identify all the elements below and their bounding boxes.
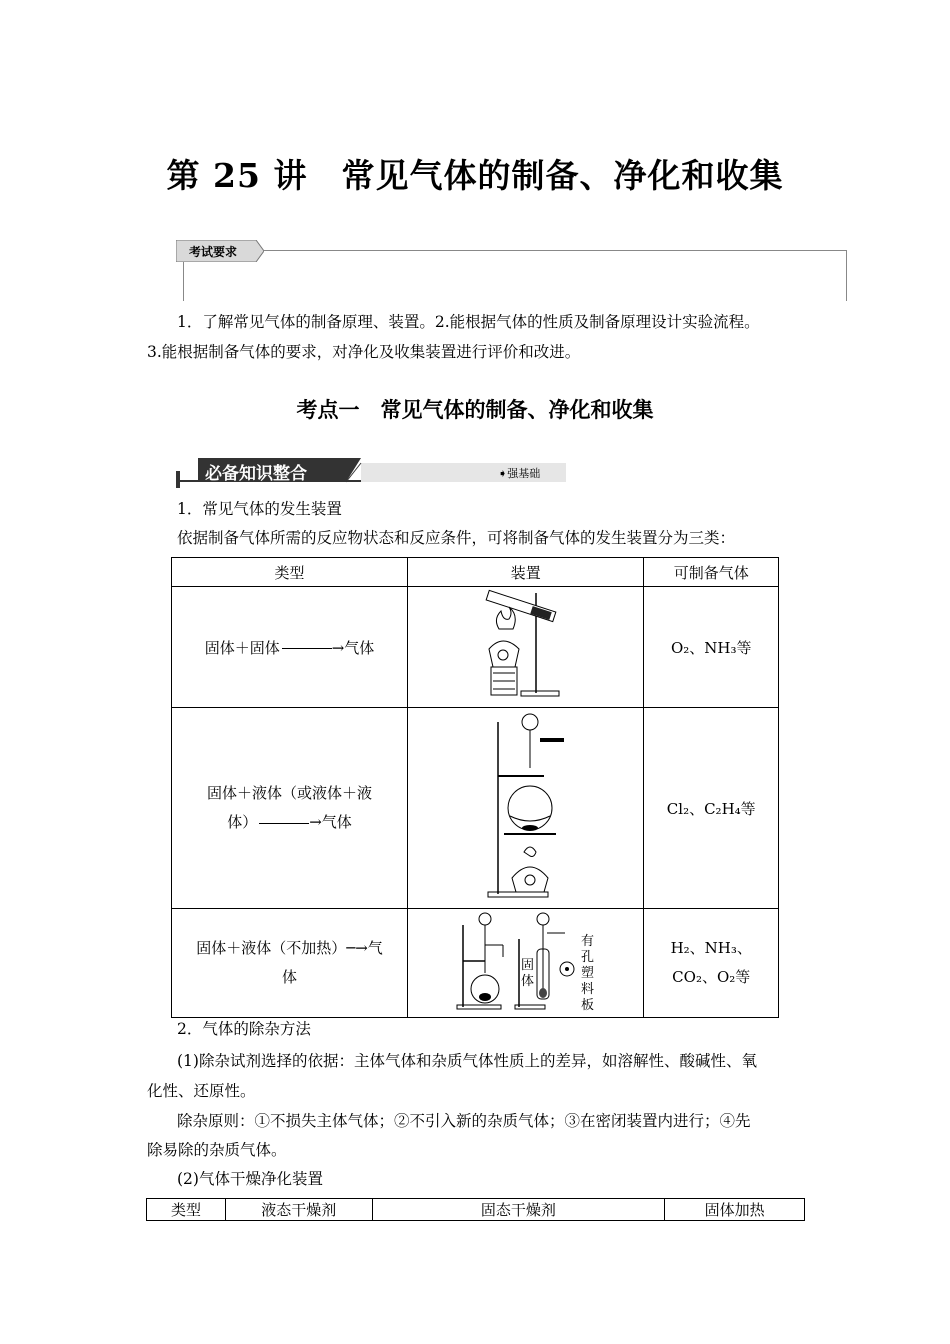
- table-row: [172, 587, 779, 708]
- purify-p2-line2: 除易除的杂质气体。: [147, 1141, 287, 1159]
- solid-liquid-no-heat-apparatus-image: [455, 909, 597, 1013]
- solid-label-1: 固: [520, 958, 534, 973]
- subheading-1: 1．常见气体的发生装置: [177, 500, 342, 518]
- section-heading: 考点一 常见气体的制备、净化和收集: [296, 397, 654, 422]
- purify-p1-line1: (1)除杂试剂选择的依据：主体气体和杂质气体性质上的差异，如溶解性、酸碱性、氧: [177, 1052, 757, 1070]
- subheading-2: 2．气体的除杂方法: [177, 1020, 311, 1038]
- row2-type-line1: 固体＋液体（或液体＋液: [206, 784, 372, 802]
- table2-header-solid: 固态干燥剂: [372, 1199, 665, 1221]
- exam-requirements-line2: 3.能根据制备气体的要求，对净化及收集装置进行评价和改进。: [147, 343, 581, 361]
- row3-type-line2: 体: [281, 968, 297, 986]
- table2-header-liquid: 液态干燥剂: [225, 1199, 372, 1221]
- row2-type: [172, 708, 408, 909]
- subheading-1-intro: 依据制备气体所需的反应物状态和反应条件，可将制备气体的发生装置分为三类：: [177, 529, 736, 547]
- banner-label: 必备知识整合: [205, 464, 307, 484]
- table-row: [172, 909, 779, 1018]
- row1-device: [407, 587, 643, 708]
- row3-gas-line1: H₂、NH₃、: [670, 939, 752, 957]
- solid-liquid-heating-apparatus-image: [484, 708, 568, 904]
- plate-label-2: 孔: [580, 950, 594, 965]
- row1-gas: O₂、NH₃等: [644, 587, 779, 708]
- purify-p1-line2: 化性、还原性。: [147, 1082, 256, 1100]
- table-row: [172, 708, 779, 909]
- row2-arrow-line: [259, 823, 309, 824]
- table1-header-gas: 可制备气体: [644, 558, 779, 587]
- solid-heating-apparatus-image: [481, 589, 571, 701]
- row1-arrow-line: [282, 648, 332, 649]
- row3-device: [407, 909, 643, 1018]
- page-title: 第 25 讲 常见气体的制备、净化和收集: [166, 156, 784, 195]
- plate-label-3: 塑: [580, 966, 594, 981]
- exam-requirements-line1: 1．了解常见气体的制备原理、装置。2.能根据气体的性质及制备原理设计实验流程。: [177, 313, 760, 331]
- purify-p3: (2)气体干燥净化装置: [177, 1170, 323, 1188]
- row2-type-line2: 体）: [227, 813, 258, 831]
- plate-label-5: 板: [580, 998, 594, 1013]
- exam-requirements-box: [183, 250, 847, 301]
- drying-table: [146, 1198, 805, 1221]
- banner-right-label: ➧强基础: [498, 467, 541, 480]
- solid-label-2: 体: [520, 974, 534, 989]
- row3-gas: [644, 909, 779, 1018]
- table2-header-heating: 固体加热: [665, 1199, 805, 1221]
- row1-type-text: 固体＋固体: [204, 638, 280, 657]
- table1-header-type: 类型: [172, 558, 408, 587]
- row1-type: [172, 587, 408, 708]
- table2-header-type: 类型: [147, 1199, 226, 1221]
- table1-header-device: 装置: [407, 558, 643, 587]
- plate-label-4: 料: [580, 982, 594, 997]
- row3-type-line1: 固体＋液体（不加热）─→气: [196, 939, 383, 957]
- row2-arrow-text: →气体: [309, 813, 352, 831]
- purify-p2-line1: 除杂原则：①不损失主体气体；②不引入新的杂质气体；③在密闭装置内进行；④先: [177, 1112, 751, 1130]
- row3-type: [172, 909, 408, 1018]
- row2-gas: Cl₂、C₂H₄等: [644, 708, 779, 909]
- exam-requirements-label: 考试要求: [189, 245, 238, 259]
- row1-arrow-text: →气体: [331, 638, 375, 657]
- plate-label-1: 有: [580, 934, 594, 949]
- row2-device: [407, 708, 643, 909]
- generator-table: [171, 557, 779, 1018]
- row3-gas-line2: CO₂、O₂等: [672, 968, 751, 986]
